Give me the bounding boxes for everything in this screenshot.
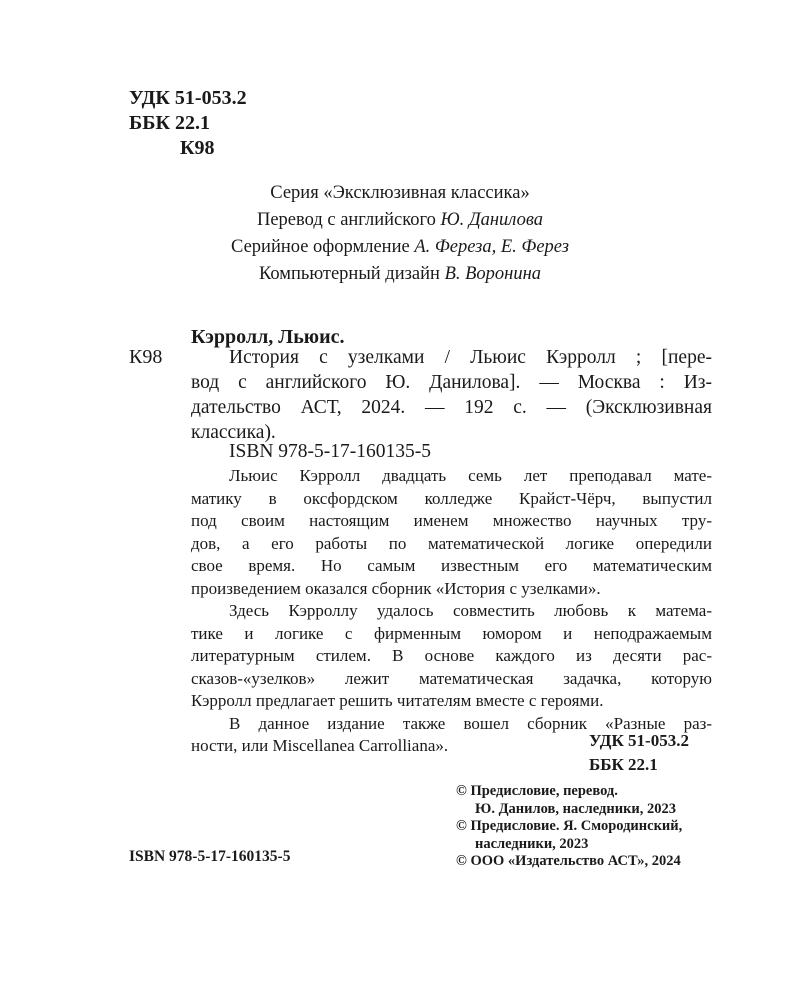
udk-code: УДК 51-053.2 [129, 87, 247, 109]
copyright-line: © Предисловие. Я. Смородинский, [456, 818, 683, 834]
author-sign: К98 [180, 137, 215, 159]
computer-design-credit: Компьютерный дизайн В. Воронина [258, 264, 542, 284]
annotation-line: тике и логике с фирменным юмором и неподражаемым [191, 623, 712, 643]
computer-designer: В. Воронина [444, 264, 542, 284]
series-title: Серия «Эксклюзивная классика» [270, 183, 530, 203]
annotation-line: литературным стилем. В основе каждого из десяти рас- [191, 646, 712, 665]
biblio-line: дательство АСТ, 2024. — 192 с. — (Эксклюзивная [191, 397, 712, 418]
annotation-line: дов, а его работы по математической логике опередили [191, 533, 712, 553]
series-credits [0, 180, 800, 288]
translator-name: Ю. Данилова [440, 210, 544, 230]
annotation-line: под своим настоящим именем множество научных тру- [191, 511, 712, 530]
annotation-line: ности, или Miscellanea Carrolliana». [191, 736, 449, 755]
copyright-line: © ООО «Издательство АСТ», 2024 [456, 853, 681, 869]
copyright-line: Ю. Данилов, наследники, 2023 [475, 800, 677, 817]
copyright-block [456, 783, 682, 871]
series-design-credit: Серийное оформление А. Фереза, Е. Ферез [231, 237, 569, 257]
footer-udk: УДК 51-053.2 [589, 731, 689, 750]
annotation-line: Льюис Кэрролл двадцать семь лет преподавал мате- [229, 466, 712, 485]
classification-codes [129, 86, 247, 161]
biblio-author: Кэрролл, Льюис. [191, 326, 345, 348]
annotation-line: матику в оксфордском колледже Крайст-Чёрч, выпустил [191, 488, 712, 508]
annotation-line: свое время. Но самым известным его математическим [191, 556, 712, 575]
biblio-line: вод с английского Ю. Данилова]. — Москва : Из- [191, 372, 712, 393]
annotation-line: Кэрролл предлагает решить читателям вместе с героями. [191, 691, 604, 710]
annotation-line: сказов-«узелков» лежит математическая задачка, которую [191, 668, 712, 688]
copyright-line: © Предисловие, перевод. [456, 783, 618, 799]
biblio-isbn: ISBN 978-5-17-160135-5 [229, 441, 432, 462]
annotation-line: произведением оказался сборник «История с узелками». [191, 578, 601, 598]
footer-bbk: ББК 22.1 [589, 755, 658, 774]
biblio-line: классика). [191, 422, 276, 443]
annotation-line: В данное издание также вошел сборник «Разные раз- [229, 713, 712, 733]
copyright-line: наследники, 2023 [475, 835, 589, 852]
annotation-line: Здесь Кэрроллу удалось совместить любовь к матема- [229, 601, 712, 620]
footer-isbn: ISBN 978-5-17-160135-5 [129, 848, 291, 865]
annotation [191, 465, 712, 758]
footer-codes [589, 729, 689, 777]
bbk-code: ББК 22.1 [129, 112, 210, 134]
series-designers: А. Фереза, Е. Ферез [414, 237, 569, 257]
translator-credit: Перевод с английского Ю. Данилова [256, 210, 544, 230]
bibliographic-description [191, 345, 712, 445]
biblio-author-sign: К98 [129, 346, 163, 368]
biblio-line: История с узелками / Льюис Кэрролл ; [пере- [229, 347, 712, 368]
